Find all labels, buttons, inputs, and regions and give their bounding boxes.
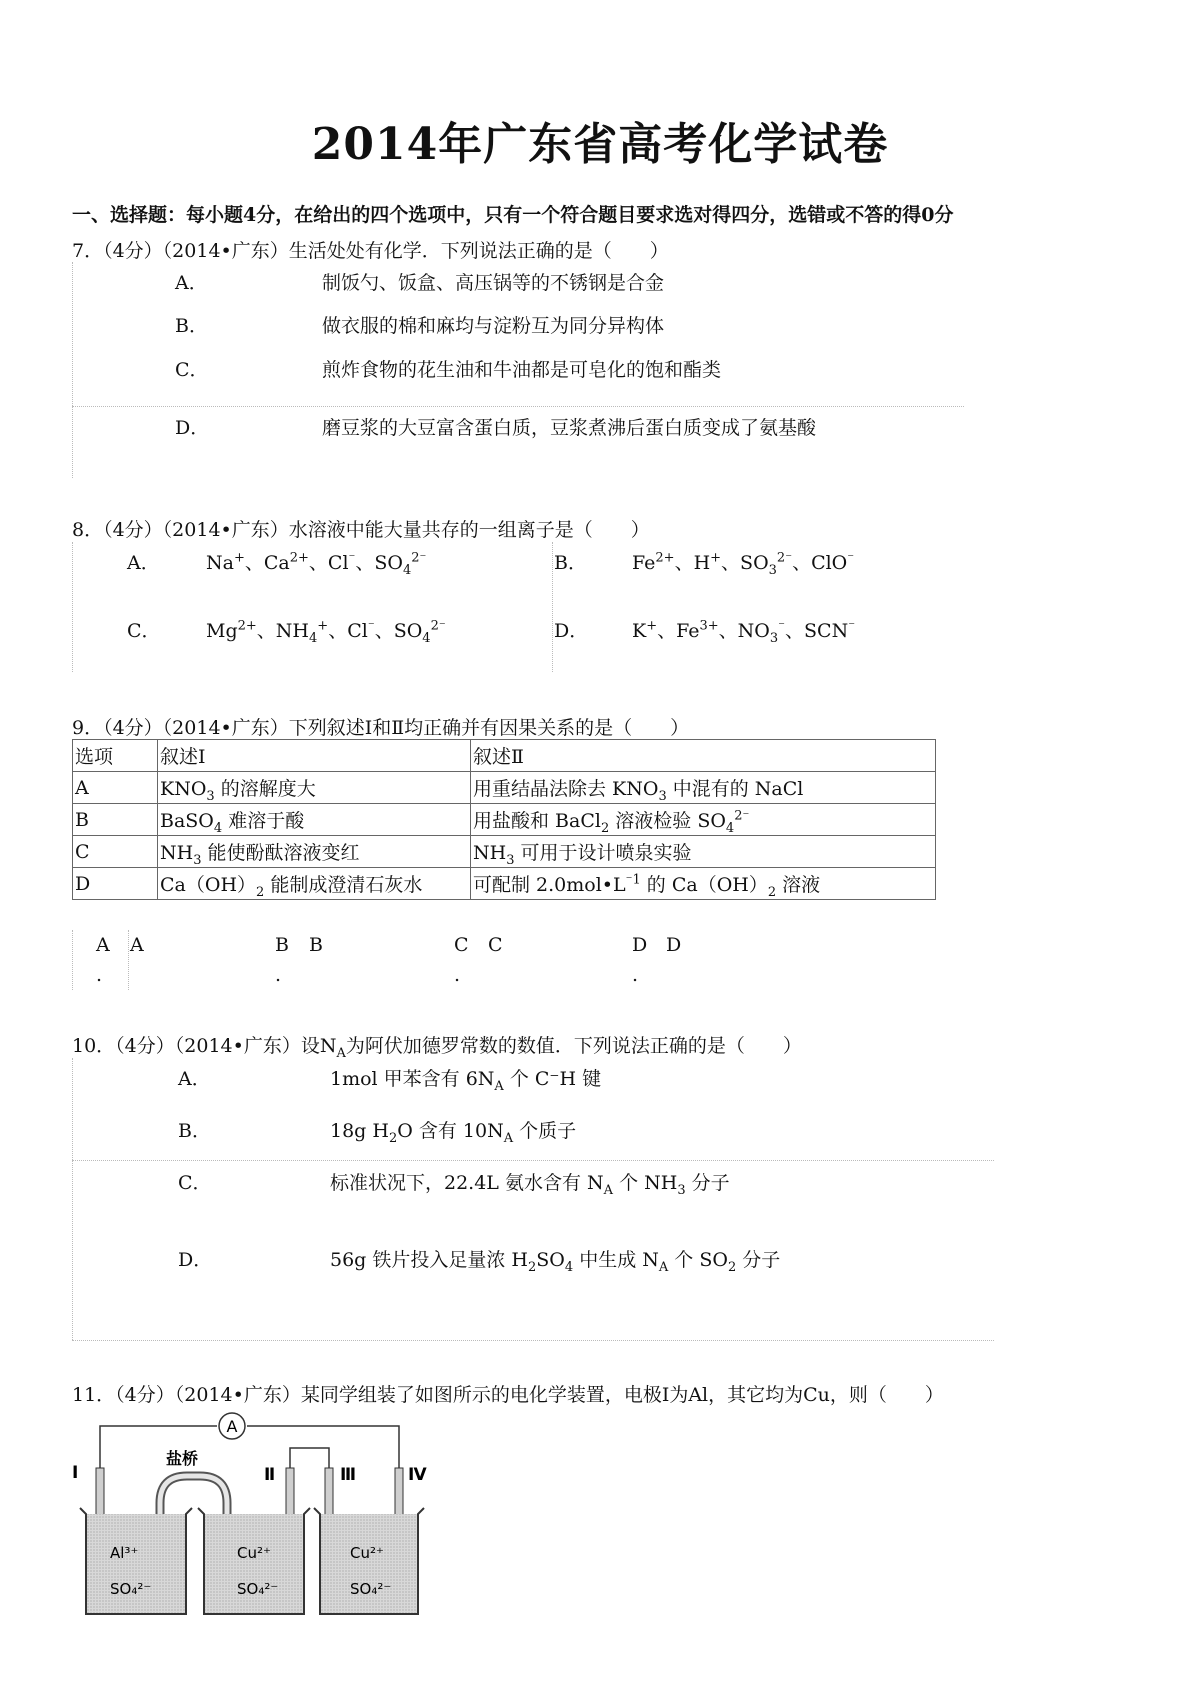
q9-table [72,739,936,900]
q8-option-d-letter: D． [554,620,589,642]
q8-option-c-letter: C． [127,620,161,642]
q10-bottom-border [72,1340,994,1341]
q10-divider [72,1160,994,1161]
q7-border-left [72,262,73,478]
section-heading: 一、选择题：每小题4分，在给出的四个选项中，只有一个符合题目要求选对得四分，选错或不答的得0分 [72,204,954,226]
q8-border-mid [552,542,553,672]
q7-option-a-text: 制饭勺、饭盒、高压锅等的不锈钢是合金 [322,272,665,294]
middle-wire [290,1448,329,1468]
q9-answer-c-text: C [488,934,503,956]
q9-answer-c-dot: . [454,964,461,986]
beaker-3-anion: SO₄²⁻ [350,1580,392,1598]
table-row [73,836,936,868]
electrode-2-label: Ⅱ [264,1465,276,1485]
q7-divider [72,406,964,407]
q10-option-c-letter: C． [178,1172,212,1194]
table-cell: 可配制 $2.0mol•L^{^-1}$ 的 $Ca(OH)_2$ 溶液 [471,868,936,900]
q9-answers-border [72,930,73,990]
q10-stem: 10．（4分）（2014•广东）设$N_A$为阿伏加德罗常数的数值．下列说法正确的是（ ） [72,1035,802,1061]
table-cell: $KNO_3$ 的溶解度大 [158,772,471,804]
q7-option-c-letter: C． [175,359,209,381]
table-cell: D [73,868,158,900]
q10-option-c-text: 标准状况下，22.4L 氨水含有 $N_A$ 个 $NH_3$ 分子 [330,1172,730,1198]
q8-option-d-text: K+、$Fe^{3+}$、$NO_3^{^-}$、SCN⁻ [632,618,856,646]
q7-option-a-letter: A． [175,272,208,294]
table-row [73,772,936,804]
salt-bridge-label: 盐桥 [166,1449,199,1468]
table-cell: 用重结晶法除去 $KNO_3$ 中混有的 NaCl [471,772,936,804]
q9-answer-a-text: A [130,934,144,956]
q7-option-d-letter: D． [175,417,210,439]
q9-answers-border [128,930,129,990]
table-cell: $Ca(OH)_2$ 能制成澄清石灰水 [158,868,471,900]
q10-option-b-letter: B． [178,1120,211,1142]
electrode-4-label: Ⅳ [408,1465,427,1485]
table-cell: BaSO$_4$ 难溶于酸 [158,804,471,836]
q8-border-left [72,542,73,672]
table-cell: A [73,772,158,804]
table-cell: C [73,836,158,868]
q7-option-b-text: 做衣服的棉和麻均与淀粉互为同分异构体 [322,315,665,337]
q7-option-b-letter: B． [175,315,208,337]
q9-answer-d-letter: D [632,934,648,956]
q9-answer-d-dot: . [632,964,639,986]
q10-option-b-text: 18g $H_2O$ 含有 $10N_A$ 个质子 [330,1120,577,1146]
beaker-1-anion: SO₄²⁻ [110,1580,152,1598]
beaker-1 [80,1508,192,1614]
q7-option-d-text: 磨豆浆的大豆富含蛋白质，豆浆煮沸后蛋白质变成了氨基酸 [322,417,817,439]
page-title: 2014年广东省高考化学试卷 [311,119,889,170]
q9-answer-b-text: B [309,934,323,956]
q10-option-a-text: 1mol 甲苯含有 $6N_A$ 个 C⁻H 键 [330,1068,602,1094]
q8-option-b-letter: B． [554,552,587,574]
q10-option-a-letter: A． [178,1068,211,1090]
q10-stem-pre: 10．（4分）（2014•广东）设N [72,1035,337,1057]
q9-stem: 9．（4分）（2014•广东）下列叙述Ⅰ和Ⅱ均正确并有因果关系的是（ ） [72,717,690,739]
q10-option-d-letter: D． [178,1249,213,1271]
q10-stem-post: 为阿伏加德罗常数的数值．下列说法正确的是（ ） [345,1035,802,1057]
q9-answer-b-letter: B [275,934,289,956]
q9-answer-d-text: D [666,934,682,956]
table-cell: $NH_3$ 可用于设计喷泉实验 [471,836,936,868]
q8-option-b-text: $Fe^{2+}$、H+、$SO_3^{2^-}$、ClO⁻ [632,550,855,578]
table-cell: B [73,804,158,836]
q8-option-c-text: $Mg^{2+}$、$NH_4^+$、Cl⁻、$SO_4^{2^-}$ [206,618,446,646]
q9-answer-a-letter: A [96,934,110,956]
ammeter-label: A [226,1417,238,1436]
q9-answer-b-dot: . [275,964,282,986]
q8-stem: 8．（4分）（2014•广东）水溶液中能大量共存的一组离子是（ ） [72,519,650,541]
q11-electrochemical-figure [72,1408,432,1628]
beaker-2-cation: Cu²⁺ [237,1544,271,1562]
table-cell: $NH_3$ 能使酚酞溶液变红 [158,836,471,868]
q9-answer-a-dot: . [96,964,103,986]
beaker-1-cation: Al³⁺ [110,1544,139,1562]
table-header-cell: 选项 [73,740,158,772]
table-row [73,804,936,836]
table-row [73,740,936,772]
q11-stem: 11．（4分）（2014•广东）某同学组装了如图所示的电化学装置，电极Ⅰ为Al，其它均为Cu，则（ ） [72,1384,944,1406]
beaker-2-anion: SO₄²⁻ [237,1580,279,1598]
beaker-3-cation: Cu²⁺ [350,1544,384,1562]
electrode-3-label: Ⅲ [340,1465,357,1485]
q7-option-c-text: 煎炸食物的花生油和牛油都是可皂化的饱和酯类 [322,359,722,381]
q10-border-left [72,1058,73,1340]
q10-option-d-text: 56g 铁片投入足量浓 $H_2SO_4$ 中生成 $N_A$ 个 $SO_2$ 分子 [330,1249,781,1275]
electrode-1-label: Ⅰ [72,1463,79,1483]
q8-option-a-text: Na+、$Ca^{2+}$、Cl⁻、$SO_4^{2^-}$ [206,550,427,578]
table-header-cell: 叙述Ⅱ [471,740,936,772]
table-header-cell: 叙述Ⅰ [158,740,471,772]
q9-answer-c-letter: C [454,934,469,956]
outer-wire [100,1426,399,1468]
table-cell: 用盐酸和 BaCl$_2$ 溶液检验 $SO_4^{2^-}$ [471,804,936,836]
q7-stem: 7．（4分）（2014•广东）生活处处有化学．下列说法正确的是（ ） [72,240,669,262]
beaker-3 [314,1508,424,1614]
beaker-2 [198,1508,310,1614]
q8-option-a-letter: A． [127,552,160,574]
table-row [73,868,936,900]
